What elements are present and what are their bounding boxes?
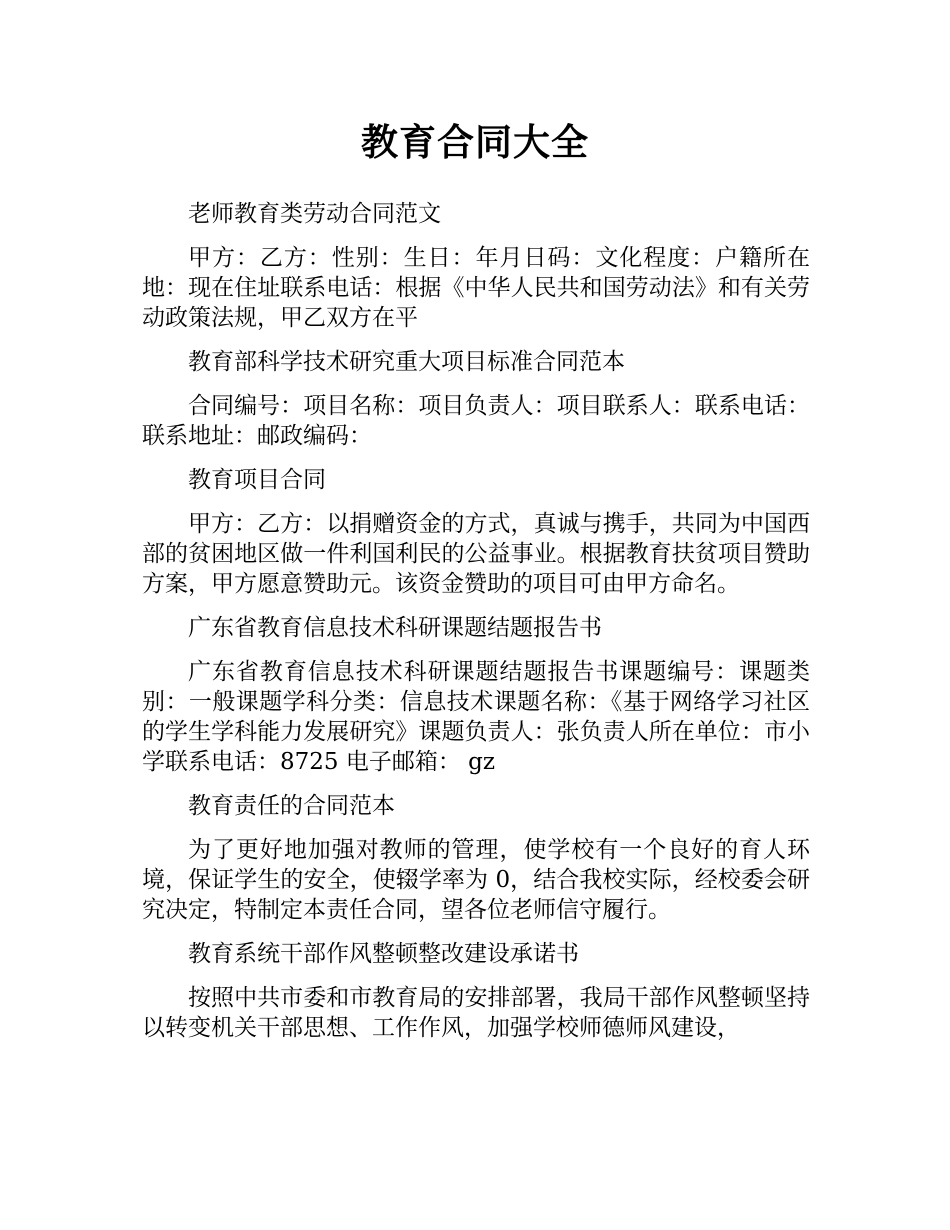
section-text: 合同编号：项目名称：项目负责人：项目联系人：联系电话：联系地址：邮政编码： (142, 393, 810, 449)
section-heading: 教育部科学技术研究重大项目标准合同范本 (188, 349, 625, 375)
section-heading: 广东省教育信息技术科研课题结题报告书 (188, 615, 602, 641)
section-text: 甲方：乙方：性别：生日：年月日码：文化程度：户籍所在地：现在住址联系电话：根据《中华人民共和国劳动法》和有关劳动政策法规，甲乙双方在平 (142, 245, 810, 331)
section-heading: 教育项目合同 (188, 467, 326, 493)
section-text: 广东省教育信息技术科研课题结题报告书课题编号：课题类别：一般课题学科分类：信息技术课题名称：《基于网络学习社区的学生学科能力发展研究》课题负责人：张负责人所在单位：市小学联系电话：8725 电子邮箱： gz (142, 659, 810, 775)
document-title: 教育合同大全 (361, 121, 589, 164)
section-text: 按照中共市委和市教育局的安排部署，我局干部作风整顿坚持以转变机关干部思想、工作作风，加强学校师德师风建设， (142, 985, 810, 1041)
section-heading: 教育责任的合同范本 (188, 793, 395, 819)
section-text: 为了更好地加强对教师的管理，使学校有一个良好的育人环境，保证学生的安全，使辍学率为 0，结合我校实际，经校委会研究决定，特制定本责任合同，望各位老师信守履行。 (142, 837, 810, 923)
document-body (142, 199, 810, 1057)
section-text: 甲方：乙方：以捐赠资金的方式，真诚与携手，共同为中国西部的贫困地区做一件利国利民的公益事业。根据教育扶贫项目赞助方案，甲方愿意赞助元。该资金赞助的项目可由甲方命名。 (142, 511, 810, 597)
section-heading: 教育系统干部作风整顿整改建设承诺书 (188, 941, 579, 967)
section-heading: 老师教育类劳动合同范文 (188, 201, 441, 227)
